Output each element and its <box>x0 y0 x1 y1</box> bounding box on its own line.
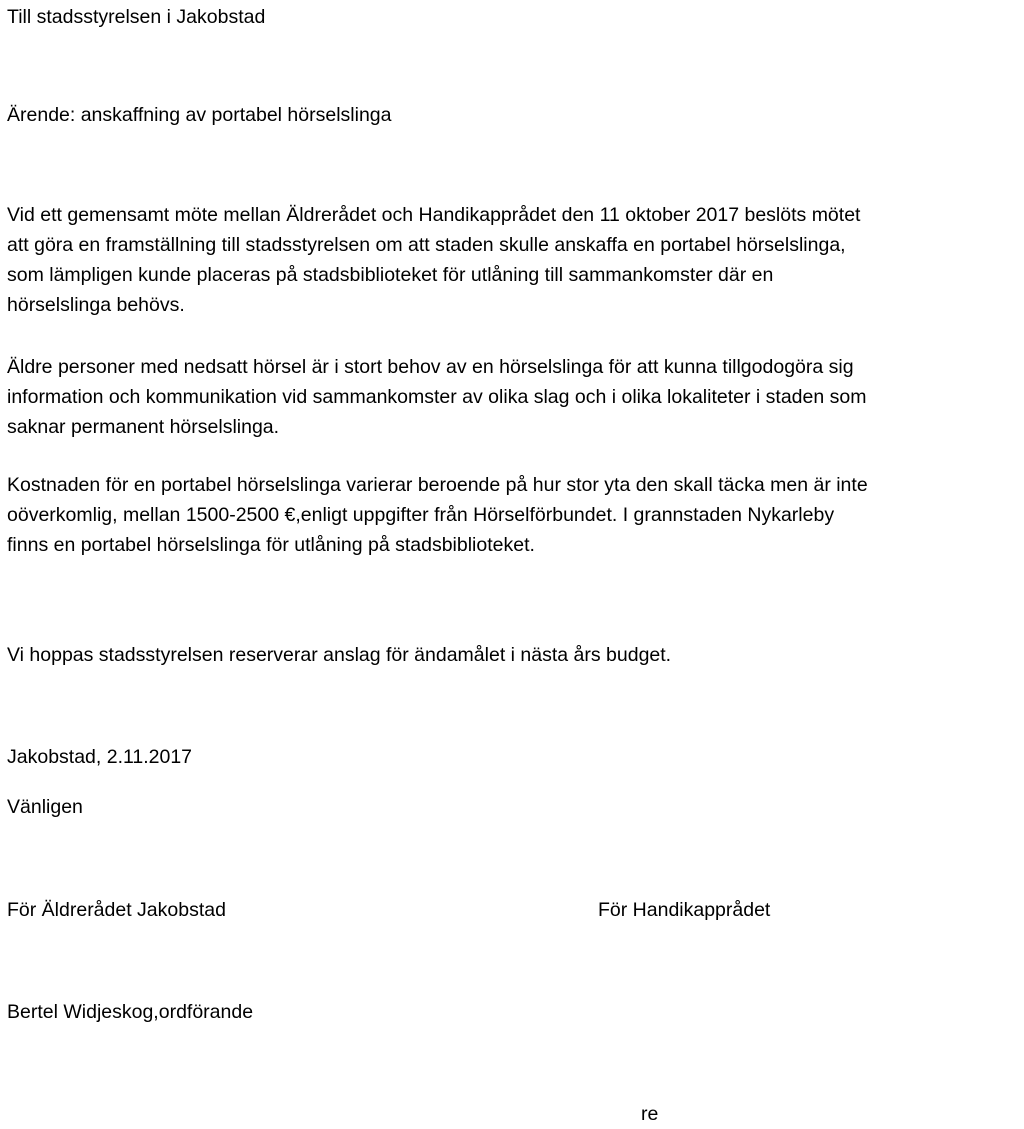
budget-request: Vi hoppas stadsstyrelsen reserverar anslag för ändamålet i nästa års budget. <box>7 644 672 666</box>
signer-name: Bertel Widjeskog,ordförande <box>7 1001 254 1023</box>
paragraph-line: Äldre personer med nedsatt hörsel är i stort behov av en hörselslinga för att kunna tillgodogöra sig <box>7 356 854 378</box>
subject-line: Ärende: anskaffning av portabel hörselslinga <box>7 104 392 126</box>
signatory-disability-council: För Handikapprådet <box>598 899 771 921</box>
paragraph-line: hörselslinga behövs. <box>7 294 185 316</box>
paragraph-line: finns en portabel hörselslinga för utlåning på stadsbiblioteket. <box>7 534 535 556</box>
paragraph-meeting-decision <box>7 200 1024 320</box>
recipient-line: Till stadsstyrelsen i Jakobstad <box>7 6 266 28</box>
paragraph-line: att göra en framställning till stadsstyrelsen om att staden skulle anskaffa en portabel hörselslinga, <box>7 234 846 256</box>
paragraph-line: oöverkomlig, mellan 1500-2500 €,enligt uppgifter från Hörselförbundet. I grannstaden Nykarleby <box>7 504 835 526</box>
paragraph-line: som lämpligen kunde placeras på stadsbiblioteket för utlåning till sammankomster där en <box>7 264 774 286</box>
paragraph-cost <box>7 470 1024 560</box>
bottom-text-fragment: re <box>641 1103 659 1125</box>
paragraph-line: Vid ett gemensamt möte mellan Äldrerådet och Handikapprådet den 11 oktober 2017 beslöts mötet <box>7 204 861 226</box>
place-and-date: Jakobstad, 2.11.2017 <box>7 746 193 768</box>
closing-greeting: Vänligen <box>7 796 83 818</box>
paragraph-line: information och kommunikation vid sammankomster av olika slag och i olika lokaliteter i staden som <box>7 386 867 408</box>
paragraph-hearing-need <box>7 352 1024 442</box>
signatory-elderly-council: För Äldrerådet Jakobstad <box>7 899 226 921</box>
paragraph-line: Kostnaden för en portabel hörselslinga varierar beroende på hur stor yta den skall täcka men är inte <box>7 474 868 496</box>
paragraph-line: saknar permanent hörselslinga. <box>7 416 280 438</box>
